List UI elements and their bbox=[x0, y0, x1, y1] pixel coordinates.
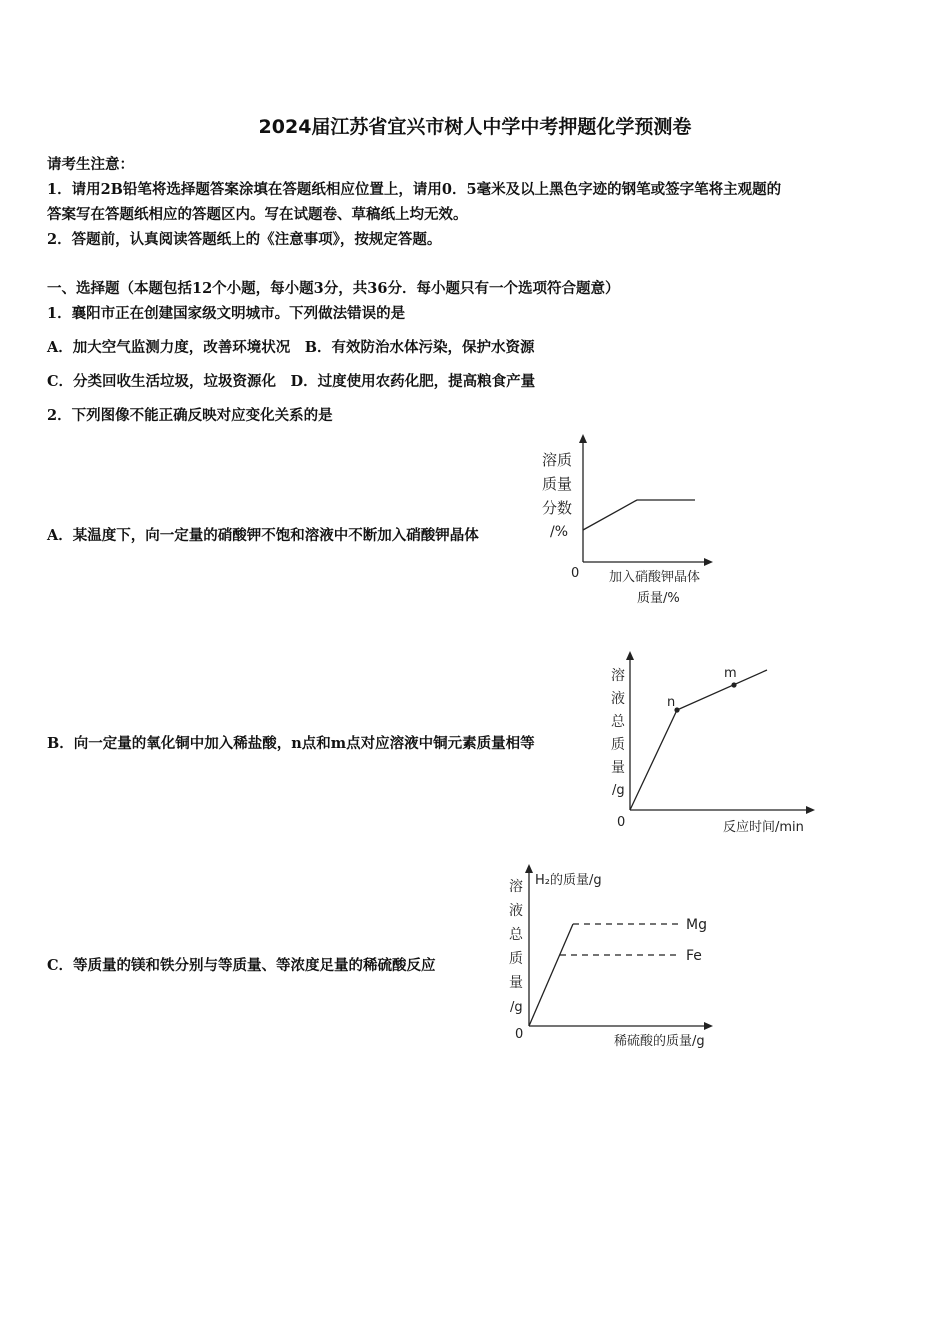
q1-stem: 1．襄阳市正在创建国家级文明城市。下列做法错误的是 bbox=[47, 305, 406, 322]
graph-b-curve bbox=[630, 670, 767, 810]
graph-a-ylabel-4: /% bbox=[550, 524, 569, 540]
q1-options-ab: A．加大空气监测力度，改善环境状况 B．有效防治水体污染，保护水资源 bbox=[47, 339, 535, 356]
graph-b-ylabel-2: 液 bbox=[611, 691, 625, 707]
graph-a-xlabel-2: 质量/% bbox=[637, 591, 680, 606]
graph-a bbox=[535, 432, 725, 610]
graph-c-label-mg: Mg bbox=[686, 917, 707, 933]
graph-b-ylabel-4: 质 bbox=[611, 737, 625, 753]
graph-b-y-arrow bbox=[626, 651, 634, 660]
graph-c-ylabel-3: 总 bbox=[509, 927, 523, 943]
graph-a-xlabel-1: 加入硝酸钾晶体 bbox=[609, 570, 701, 585]
graph-a-y-arrow bbox=[579, 434, 587, 443]
graph-c-mg-rise bbox=[529, 924, 573, 1026]
graph-a-x-arrow bbox=[704, 558, 713, 566]
q2-option-b: B．向一定量的氧化铜中加入稀盐酸，n点和m点对应溶液中铜元素质量相等 bbox=[47, 735, 535, 752]
graph-b bbox=[603, 648, 825, 840]
graph-c-ylabel-4: 质 bbox=[509, 951, 523, 967]
graph-b-xlabel: 反应时间/min bbox=[723, 820, 804, 835]
graph-c-xlabel: 稀硫酸的质量/g bbox=[614, 1034, 705, 1049]
q2-stem: 2．下列图像不能正确反映对应变化关系的是 bbox=[47, 407, 333, 424]
graph-b-ylabel-6: /g bbox=[612, 783, 625, 798]
q2-option-c: C．等质量的镁和铁分别与等质量、等浓度足量的稀硫酸反应 bbox=[47, 957, 436, 974]
notice-line-2: 2．答题前，认真阅读答题纸上的《注意事项》，按规定答题。 bbox=[47, 231, 442, 248]
section-heading: 一、选择题（本题包括12个小题，每小题3分，共36分．每小题只有一个选项符合题意） bbox=[47, 280, 620, 297]
graph-a-ylabel-2: 质量 bbox=[542, 475, 573, 493]
q2-option-a: A．某温度下，向一定量的硝酸钾不饱和溶液中不断加入硝酸钾晶体 bbox=[47, 527, 479, 544]
graph-c-label-fe: Fe bbox=[686, 948, 702, 964]
graph-c-ytop-label: H₂的质量/g bbox=[535, 873, 602, 888]
graph-b-ylabel-1: 溶 bbox=[611, 668, 625, 684]
graph-b-origin: 0 bbox=[617, 815, 626, 830]
graph-b-label-n: n bbox=[667, 695, 676, 710]
graph-c-x-arrow bbox=[704, 1022, 713, 1030]
graph-b-ylabel-3: 总 bbox=[611, 714, 625, 730]
graph-a-ylabel-3: 分数 bbox=[542, 499, 573, 517]
page-title: 2024届江苏省宜兴市树人中学中考押题化学预测卷 bbox=[258, 116, 692, 138]
graph-a-ylabel-1: 溶质 bbox=[542, 451, 573, 469]
graph-c-ylabel-6: /g bbox=[510, 1000, 523, 1015]
graph-c bbox=[502, 858, 730, 1054]
graph-b-ylabel-5: 量 bbox=[611, 760, 625, 776]
notice-line-1a: 1．请用2B铅笔将选择题答案涂填在答题纸相应位置上，请用0．5毫米及以上黑色字迹的钢笔或签字笔将主观题的 bbox=[47, 181, 782, 198]
graph-b-label-m: m bbox=[724, 666, 737, 681]
graph-b-point-m bbox=[731, 682, 736, 687]
graph-a-origin: 0 bbox=[571, 566, 580, 581]
graph-a-curve bbox=[583, 500, 695, 530]
notice-heading: 请考生注意： bbox=[47, 156, 134, 173]
graph-b-x-arrow bbox=[806, 806, 815, 814]
graph-c-ylabel-5: 量 bbox=[509, 975, 523, 991]
graph-c-y-arrow bbox=[525, 864, 533, 873]
notice-line-1b: 答案写在答题纸相应的答题区内。写在试题卷、草稿纸上均无效。 bbox=[47, 206, 468, 223]
graph-c-ylabel-1: 溶 bbox=[509, 879, 523, 895]
q1-options-cd: C．分类回收生活垃圾，垃圾资源化 D．过度使用农药化肥，提高粮食产量 bbox=[47, 373, 536, 390]
graph-c-ylabel-2: 液 bbox=[509, 903, 523, 919]
graph-c-origin: 0 bbox=[515, 1027, 524, 1042]
